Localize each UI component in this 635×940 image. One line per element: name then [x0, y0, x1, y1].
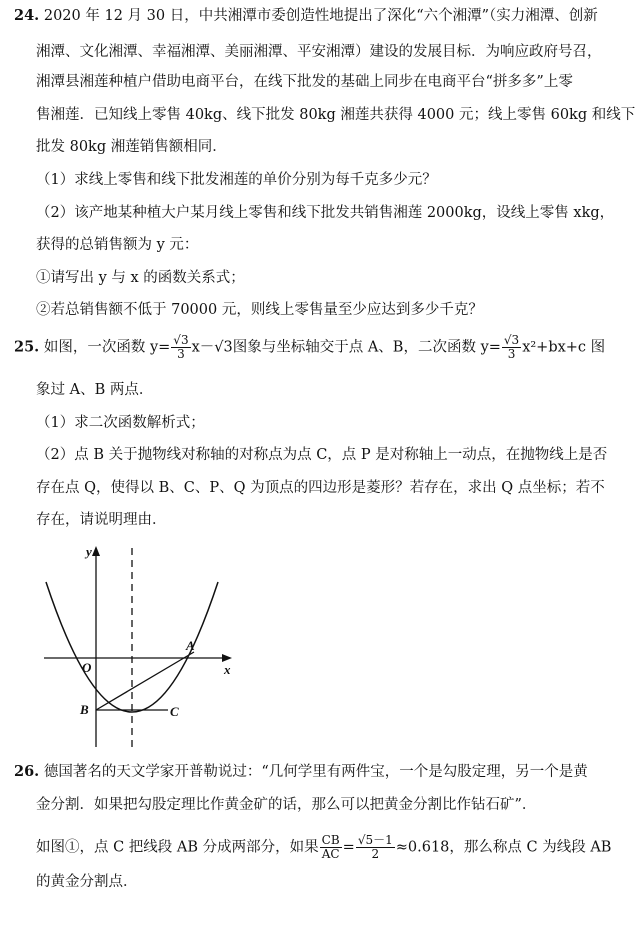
- q24-sub-2: ②若总销售额不低于 70000 元，则线上零售量至少应达到多少千克？: [36, 302, 483, 318]
- q26-line-4: 的黄金分割点．: [36, 874, 138, 890]
- q24-line-5: 批发 80kg 湘莲销售额相同．: [36, 139, 227, 155]
- q26-frac-2-den: 2: [371, 847, 380, 861]
- q25-fraction-2: [502, 334, 521, 361]
- q24-line-1: [14, 6, 598, 26]
- q24-sub-1: ①请写出 y 与 x 的函数关系式；: [36, 270, 245, 286]
- q25-frac-2-num: √3: [503, 333, 520, 347]
- q25-line-1: [14, 334, 605, 361]
- line-ab: [96, 652, 194, 710]
- q26-fraction-golden: [356, 834, 395, 861]
- q25-frac-2-den: 3: [507, 347, 516, 361]
- q25-part-2b: 存在点 Q，使得以 B、C、P、Q 为顶点的四边形是菱形？若存在，求出 Q 点坐标；若不: [36, 480, 605, 496]
- q26-number: 26.: [14, 763, 40, 780]
- q26-frac-1-num: CB: [321, 833, 340, 847]
- q26-text-1: 德国著名的天文学家开普勒说过：“几何学里有两件宝，一个是勾股定理，另一个是黄: [43, 764, 588, 780]
- q24-line-2: 湘潭、文化湘潭、幸福湘潭、美丽湘潭、平安湘潭）建设的发展目标．为响应政府号召，: [36, 44, 602, 60]
- q25-text-1c: x²+bx+c 图: [522, 339, 606, 356]
- x-axis-arrow: [222, 654, 232, 662]
- q24-part-2b: 获得的总销售额为 y 元：: [36, 237, 199, 253]
- q25-text-1b: x－√3图象与坐标轴交于点 A、B，二次函数 y=: [191, 339, 501, 356]
- label-a: A: [186, 638, 195, 653]
- q25-part-2a: （2）点 B 关于抛物线对称轴的对称点为点 C，点 P 是对称轴上一动点，在抛物线上是否: [36, 447, 608, 463]
- q26-frac-2-num: √5－1: [357, 833, 393, 847]
- label-c: C: [170, 704, 179, 719]
- label-x: x: [224, 662, 231, 677]
- q25-part-1: （1）求二次函数解析式；: [36, 415, 205, 431]
- q25-line-2: 象过 A、B 两点．: [36, 382, 154, 398]
- q25-number: 25.: [14, 338, 40, 356]
- q26-text-3a: 如图①，点 C 把线段 AB 分成两部分，如果: [36, 839, 319, 856]
- q26-line-2: 金分割．如果把勾股定理比作黄金矿的话，那么可以把黄金分割比作钻石矿”．: [36, 797, 537, 813]
- q25-frac-1-den: 3: [177, 347, 185, 361]
- q25-text-1a: 如图，一次函数 y=: [43, 339, 171, 356]
- q24-line-3: 湘潭县湘莲种植户借助电商平台，在线下批发的基础上同步在电商平台“拼多多”上零: [36, 74, 573, 90]
- q24-text-1: 2020 年 12 月 30 日，中共湘潭市委创造性地提出了深化“六个湘潭”（实力湘潭、创新: [43, 8, 598, 24]
- q24-part-1: （1）求线上零售和线下批发湘莲的单价分别为每千克多少元？: [36, 172, 437, 188]
- q25-frac-1-num: √3: [173, 333, 189, 347]
- q26-frac-1-den: AC: [321, 847, 340, 861]
- q26-fraction-cb-ac: [320, 834, 342, 861]
- q26-equals: =: [342, 839, 355, 856]
- q26-line-1: [14, 762, 588, 782]
- label-y: y: [86, 544, 92, 559]
- q24-part-2a: （2）该产地某种植大户某月线上零售和线下批发共销售湘莲 2000kg，设线上零售 xkg，: [36, 205, 615, 221]
- q25-part-2c: 存在，请说明理由．: [36, 512, 167, 528]
- parabola-figure: [36, 542, 236, 757]
- y-axis-arrow: [92, 546, 100, 556]
- label-o: O: [82, 660, 92, 675]
- label-b: B: [80, 702, 89, 717]
- q24-line-4: 售湘莲．已知线上零售 40kg、线下批发 80kg 湘莲共获得 4000 元；线上零售 60kg 和线下: [36, 107, 635, 123]
- q26-line-3: [36, 834, 611, 861]
- q24-number: 24.: [14, 7, 40, 24]
- q25-fraction-1: [171, 334, 190, 361]
- q26-text-3b: ≈0.618，那么称点 C 为线段 AB: [395, 839, 612, 856]
